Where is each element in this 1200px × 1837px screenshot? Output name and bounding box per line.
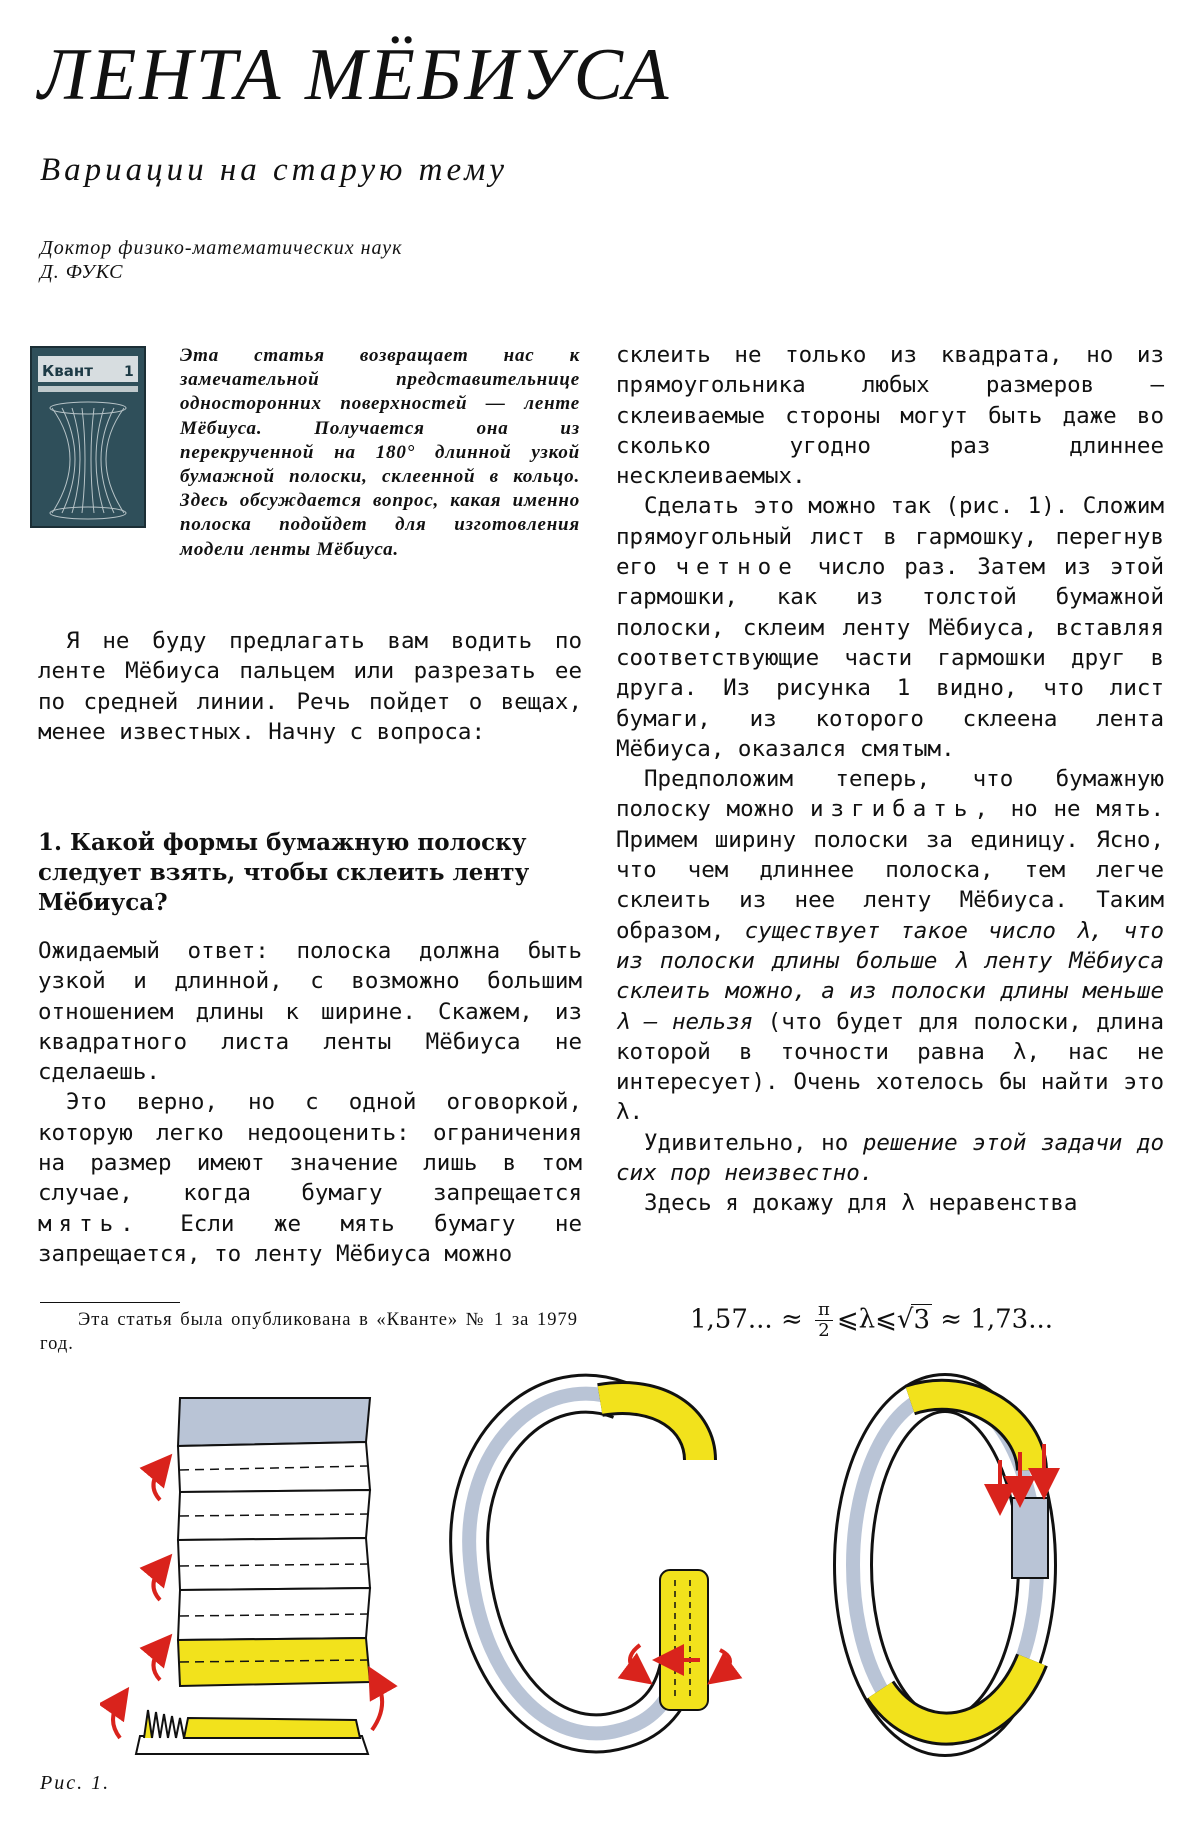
author-name: Д. ФУКС: [40, 261, 124, 283]
formula-fraction: [815, 1300, 833, 1341]
figure-caption: Рис. 1.: [40, 1772, 111, 1794]
continuation-paragraph: склеить не только из квадрата, но из прямоугольника любых размеров — склеиваемые стороны могут быть даже во сколько угодно раз длиннее несклеиваемых.: [616, 342, 1164, 490]
formula-radicand: 3: [913, 1304, 931, 1335]
footnote-text: Эта статья была опубликована в «Кванте» № 1 за 1979 год.: [40, 1310, 578, 1354]
closed-mobius-ring-illustration: [853, 1393, 1048, 1737]
author-degree: Доктор физико-математических наук: [40, 237, 403, 259]
accordion-sheet-illustration: [113, 1398, 382, 1754]
author-block: [40, 236, 402, 284]
method-paragraph: [616, 491, 1164, 764]
left-column: [38, 936, 582, 1269]
figure-1: [100, 1360, 1180, 1760]
unknown-italic: решение этой задачи до сих пор неизвестно.: [616, 1129, 1164, 1187]
lambda-text-b: но не мять. Примем ширину полоски за единицу. Ясно, что чем длиннее полоска, тем легче склеить из нее ленту Мёбиуса. Таким образом,: [616, 796, 1164, 944]
caveat-text-b: Если же мять бумагу не запрещается, то ленту Мёбиуса можно: [38, 1210, 583, 1267]
caveat-text-a: Это верно, но с одной оговоркой, которую легко недооценить: ограничения на размер имеют значение лишь в том случае, когда бумагу запрещается: [38, 1089, 582, 1207]
caveat-paragraph: [38, 1087, 582, 1269]
method-text-a: Сделать это можно так (рис. 1). Сложим прямоугольный лист в гармошку, перегнув его: [616, 493, 1164, 581]
lead-paragraph: [38, 626, 582, 747]
journal-cover-image: [30, 346, 146, 528]
lambda-spaced-word: изгибать,: [810, 796, 995, 823]
lambda-paragraph: [616, 764, 1164, 1128]
formula-left: 1,57... ≈: [690, 1304, 803, 1335]
abstract-text: Эта статья возвращает нас к замечательной представительнице односторонних поверхностей — ленте Мёбиуса. Получается она из перекрученной на 180° длинной узкой бумажной полоски, склеенной в кольцо. Здесь обсуждается вопрос, какая именно полоска подойдет для изготовления модели ленты Мёбиуса.: [180, 345, 580, 560]
question-heading: 1. Какой формы бумажную полоску следует взять, чтобы склеить ленту Мёбиуса?: [38, 829, 530, 916]
cover-art: [32, 348, 144, 526]
article-title: ЛЕНТА МЁБИУСА: [38, 34, 672, 116]
footnote: [40, 1308, 578, 1356]
answer-paragraph: Ожидаемый ответ: полоска должна быть узкой и длинной, с возможно большим отношением длины к ширине. Скажем, из квадратного листа ленты Мёбиуса не сделаешь.: [38, 938, 582, 1086]
lambda-text-a: Предположим теперь, что бумажную полоску можно: [616, 766, 1164, 823]
cover-issue-number: 1: [124, 364, 134, 380]
unknown-text-a: Удивительно, но: [644, 1129, 849, 1156]
inequality-intro: Здесь я докажу для λ неравенства: [644, 1190, 1078, 1217]
lambda-text-c: (что будет для полоски, длина которой в точности равна λ, нас не интересует). Очень хотелось бы найти это λ.: [616, 1008, 1165, 1126]
formula-middle: ⩽λ⩽√: [836, 1304, 914, 1335]
fraction-numerator: π: [815, 1300, 833, 1321]
method-text-b: число раз. Затем из этой гармошки, как из толстой бумажной полоски, склеим ленту Мёбиуса, вставляя соответствующие части гармошки друг в друга. Из рисунка 1 видно, что лист бумаги, из которого склеена лента Мёбиуса, оказался смятым.: [616, 554, 1164, 762]
open-ring-illustration: [469, 1394, 730, 1734]
lambda-italic-statement: существует такое число λ, что из полоски длины больше λ ленту Мёбиуса склеить можно, а из полоски длины меньше λ — нельзя: [616, 917, 1165, 1035]
unknown-paragraph: [616, 1128, 1164, 1189]
caveat-spaced-word: мять.: [38, 1210, 141, 1237]
cover-magazine-name: Квант: [42, 362, 93, 380]
footnote-rule: [40, 1302, 180, 1303]
method-spaced-word: четное: [675, 554, 799, 581]
inequality-formula: [690, 1300, 1053, 1341]
formula-right: ≈ 1,73...: [940, 1304, 1054, 1335]
lead-text: Я не буду предлагать вам водить по ленте Мёбиуса пальцем или разрезать ее по средней линии. Речь пойдет о вещах, менее известных. Начну с вопроса:: [38, 628, 582, 745]
article-subtitle: Вариации на старую тему: [40, 152, 509, 188]
right-column: [616, 340, 1164, 1219]
fraction-denominator: 2: [818, 1320, 830, 1341]
